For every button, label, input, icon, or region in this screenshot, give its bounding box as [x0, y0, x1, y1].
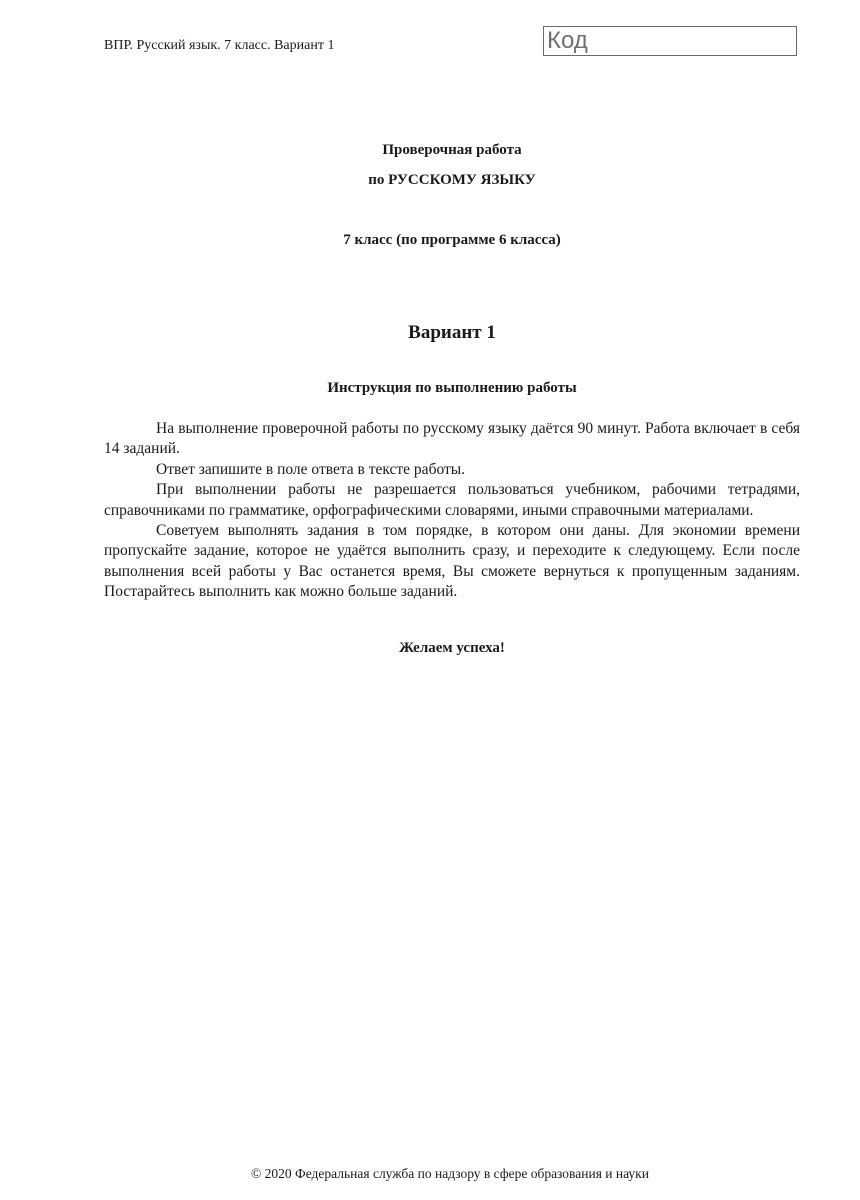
title-line-1: Проверочная работа — [382, 142, 522, 158]
instruction-paragraph-2: Ответ запишите в поле ответа в тексте работы. — [156, 460, 466, 478]
good-luck-wish: Желаем успеха! — [399, 640, 505, 656]
grade-heading: 7 класс (по программе 6 класса) — [343, 232, 561, 248]
header-document-title: ВПР. Русский язык. 7 класс. Вариант 1 — [104, 38, 335, 53]
instruction-paragraph-4: Советуем выполнять задания в том порядке, в котором они даны. Для экономии времени пропускайте задание, которое не удаётся выполнить сразу, и переходите к следующему. Если после выполнения всей работы у Вас останется время, Вы сможете вернуться к пропущенным заданиям. Постарайтесь выполнить как можно больше заданий. — [104, 522, 800, 601]
footer-copyright: © 2020 Федеральная служба по надзору в сфере образования и науки — [251, 1166, 649, 1181]
variant-heading: Вариант 1 — [408, 322, 496, 343]
instructions-body — [104, 419, 800, 603]
code-input-box[interactable] — [543, 26, 797, 56]
title-line-2: по РУССКОМУ ЯЗЫКУ — [368, 172, 536, 188]
instruction-paragraph-3: При выполнении работы не разрешается пользоваться учебником, рабочими тетрадями, справочниками по грамматике, орфографическими словарями, иными справочными материалами. — [104, 481, 800, 519]
instruction-paragraph-1: На выполнение проверочной работы по русскому языку даётся 90 минут. Работа включает в себя 14 заданий. — [104, 420, 800, 458]
code-label: Код — [547, 27, 588, 54]
instructions-heading: Инструкция по выполнению работы — [327, 380, 577, 396]
